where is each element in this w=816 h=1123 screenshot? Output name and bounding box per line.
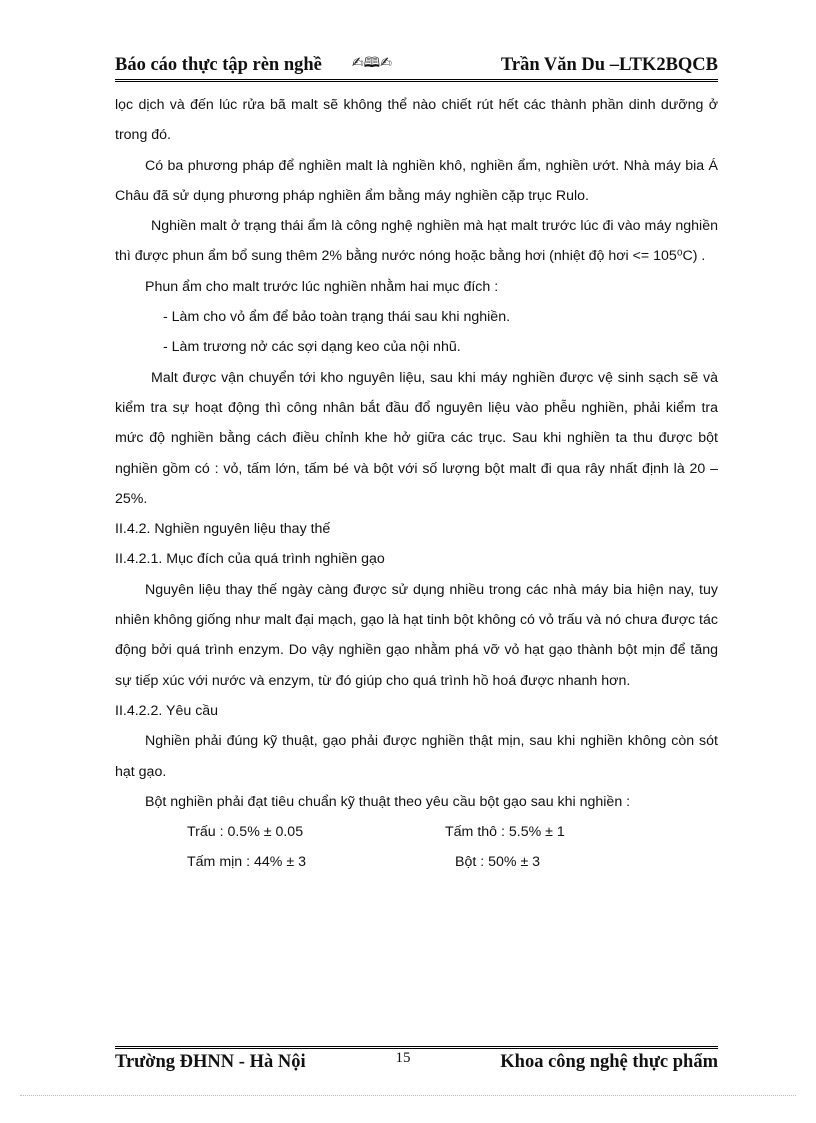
paragraph: Phun ẩm cho malt trước lúc nghiền nhằm hai mục đích : — [145, 278, 499, 295]
spec-bot: Bột : 50% ± 3 — [455, 854, 541, 871]
page-header — [115, 50, 718, 82]
paragraph: Nghiền malt ở trạng thái ẩm là công nghệ nghiền mà hạt malt trước lúc đi vào máy nghiền thì được phun ẩm bổ sung thêm 2% bằng nước nóng hoặc bằng hơi (nhiệt độ hơi <= 105⁰C) . — [115, 218, 718, 265]
spec-tam-tho: Tấm thô : 5.5% ± 1 — [445, 824, 565, 841]
header-author: Trần Văn Du –LTK2BQCB — [500, 55, 718, 75]
paragraph: Nguyên liệu thay thế ngày càng được sử dụng nhiều trong các nhà máy bia hiện nay, tuy nhiên không giống như malt đại mạch, gạo là hạt tinh bột không có vỏ trấu và nó chưa được tác động bởi quá trình enzym. Do vậy nghiền gạo nhằm phá vỡ vỏ hạt gạo thành bột mịn để tăng sự tiếp xúc với nước và enzym, từ đó giúp cho quá trình hồ hoá được nhanh hơn. — [115, 581, 718, 689]
page-body — [115, 90, 718, 878]
paragraph: Bột nghiền phải đạt tiêu chuẩn kỹ thuật theo yêu cầu bột gạo sau khi nghiền : — [145, 793, 631, 810]
header-ornament-icon: ✍🕮✍ — [351, 55, 392, 71]
subsection-heading: II.4.2.1. Mục đích của quá trình nghiền gạo — [115, 551, 385, 568]
paragraph: Nghiền phải đúng kỹ thuật, gạo phải được nghiền thật mịn, sau khi nghiền không còn sót hạt gạo. — [115, 733, 718, 780]
paragraph: Malt được vận chuyển tới kho nguyên liệu, sau khi máy nghiền được vệ sinh sạch sẽ và kiểm tra sự hoạt động thì công nhân bắt đầu đổ nguyên liệu vào phễu nghiền, phải kiểm tra mức độ nghiền bằng cách điều chỉnh khe hở giữa các trục. Sau khi nghiền ta thu được bột nghiền gồm có : vỏ, tấm lớn, tấm bé và bột với số lượng bột malt đi qua rây nhất định là 20 – 25%. — [115, 369, 718, 507]
bullet-item: - Làm cho vỏ ẩm để bảo toàn trạng thái sau khi nghiền. — [163, 309, 511, 326]
spec-tam-min: Tấm mịn : 44% ± 3 — [187, 854, 306, 871]
page-footer — [115, 1046, 718, 1080]
spec-trau: Trấu : 0.5% ± 0.05 — [187, 824, 304, 841]
bullet-item: - Làm trương nở các sợi dạng keo của nội nhũ. — [163, 339, 461, 356]
section-heading: II.4.2. Nghiền nguyên liệu thay thế — [115, 521, 331, 538]
header-title: Báo cáo thực tập rèn nghề — [115, 55, 322, 75]
subsection-heading: II.4.2.2. Yêu cầu — [115, 702, 219, 719]
page-number: 15 — [395, 1050, 411, 1066]
spec-row — [115, 847, 718, 877]
page-bottom-divider — [20, 1095, 796, 1096]
footer-faculty: Khoa công nghệ thực phẩm — [500, 1052, 718, 1072]
spec-row — [115, 817, 718, 847]
paragraph: Có ba phương pháp để nghiền malt là nghiền khô, nghiền ẩm, nghiền ướt. Nhà máy bia Á Châu đã sử dụng phương pháp nghiền ẩm bằng máy nghiền cặp trục Rulo. — [115, 157, 718, 204]
paragraph: lọc dịch và đến lúc rửa bã malt sẽ không thể nào chiết rút hết các thành phần dinh dưỡng ở trong đó. — [115, 97, 718, 144]
footer-school: Trường ĐHNN - Hà Nội — [115, 1052, 306, 1072]
